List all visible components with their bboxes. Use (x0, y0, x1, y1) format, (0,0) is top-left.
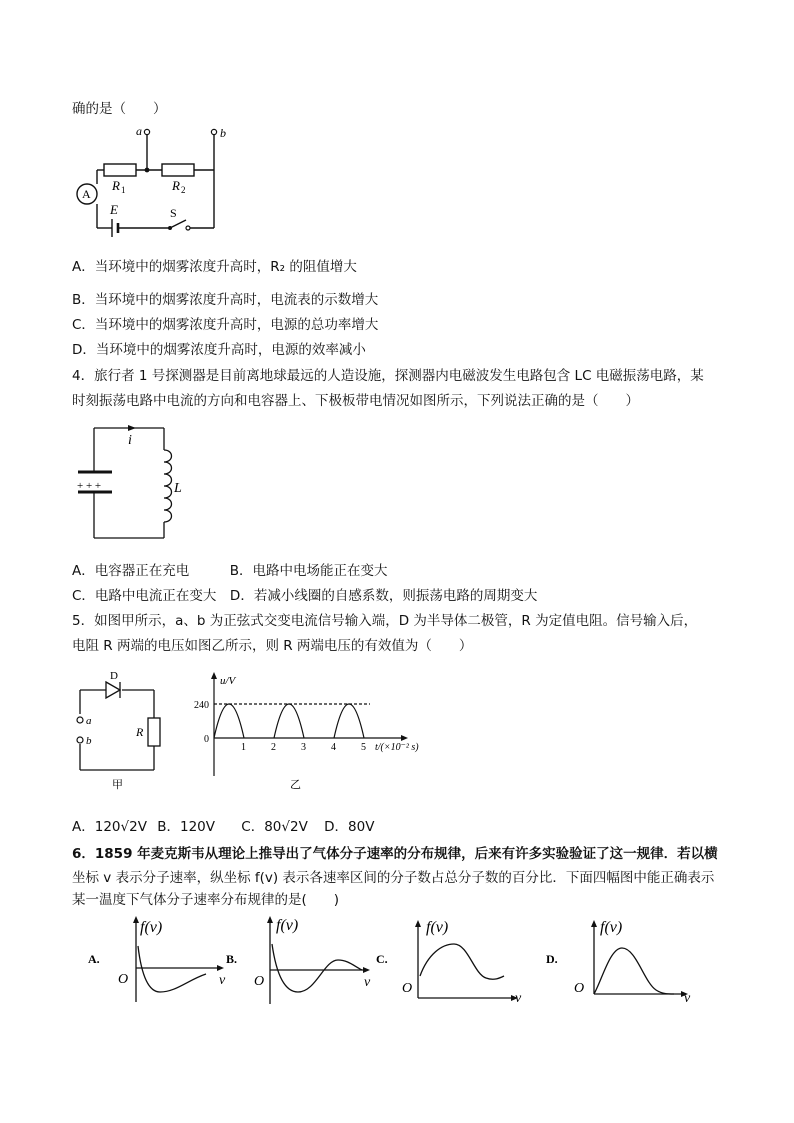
q5-yi-xtick-1: 1 (241, 742, 246, 753)
q6-stem-line2: 坐标 v 表示分子速率，纵坐标 f(v) 表示各速率区间的分子数占总分子数的百分比．下面四幅图中能正确表示 (72, 870, 715, 886)
q5-label-a: a (86, 715, 92, 727)
q6-a-label: A. (88, 952, 100, 966)
q5-stem-line1: 5．如图甲所示，a、b 为正弦式交变电流信号输入端，D 为半导体二极管，R 为定值电阻。信号输入后， (72, 613, 698, 629)
q6-b-xlabel: v (364, 975, 371, 990)
q5-label-r: R (136, 725, 144, 739)
q6-d-xlabel: v (684, 991, 691, 1006)
q3-ammeter-label: A (82, 187, 91, 201)
q5-caption-jia: 甲 (112, 779, 123, 791)
q6-b-origin: O (254, 974, 265, 989)
q6-graph-b (226, 910, 386, 1010)
q3-option-d: D．当环境中的烟雾浓度升高时，电源的效率减小 (72, 342, 366, 358)
q5-yi-xtick-2: 2 (271, 742, 276, 753)
q5-options (72, 818, 374, 836)
q5-option-c: C．80√2V (241, 819, 308, 835)
q5-yi-origin: 0 (204, 734, 209, 745)
q4-options-line1: A．电容器正在充电 B．电路中电场能正在变大 (72, 563, 388, 579)
q4-label-i: i (128, 433, 132, 448)
q3-label-r2-sub: 2 (181, 185, 186, 195)
q6-a-origin: O (118, 972, 129, 987)
q6-a-ylabel: f(v) (140, 919, 163, 936)
q3-option-b: B．当环境中的烟雾浓度升高时，电流表的示数增大 (72, 292, 379, 308)
q6-b-ylabel: f(v) (276, 917, 299, 934)
q3-circuit-figure (72, 122, 242, 240)
q6-stem-line3: 某一温度下气体分子速率分布规律的是( ) (72, 892, 340, 908)
q6-d-origin: O (574, 981, 585, 996)
q6-graph-c (376, 910, 536, 1010)
q3-label-a: a (136, 124, 142, 138)
q5-label-b: b (86, 735, 92, 747)
q6-stem-line1: 6．1859 年麦克斯韦从理论上推导出了气体分子速率的分布规律，后来有许多实验验证了这一规律．若以横 (72, 846, 718, 862)
q5-yi-ylabel: u/V (220, 675, 236, 687)
q5-label-d: D (110, 670, 118, 682)
q4-label-l: L (174, 481, 182, 496)
q5-option-b: B．120V (157, 819, 215, 835)
q3-label-r2: R (172, 178, 180, 193)
q5-yi-xlabel: t/(×10⁻² s) (375, 742, 419, 753)
q3-label-r1: R (112, 178, 120, 193)
q3-label-s: S (170, 206, 177, 220)
q6-d-ylabel: f(v) (600, 919, 623, 936)
q6-d-label: D. (546, 952, 558, 966)
q3-option-a: A．当环境中的烟雾浓度升高时，R₂ 的阻值增大 (72, 259, 357, 275)
q6-c-label: C. (376, 952, 388, 966)
q3-label-r1-sub: 1 (121, 185, 126, 195)
q4-plate-charge: + + + (77, 480, 102, 492)
q5-caption-yi: 乙 (290, 779, 301, 791)
q3-stem-tail: 确的是（ ） (72, 101, 167, 117)
q4-stem-line1: 4．旅行者 1 号探测器是目前离地球最远的人造设施，探测器内电磁波发生电路包含 LC 电磁振荡电路，某 (72, 368, 704, 384)
q6-a-xlabel: v (219, 973, 226, 988)
q4-stem-line2: 时刻振荡电路中电流的方向和电容器上、下极板带电情况如图所示，下列说法正确的是（ ） (72, 393, 639, 409)
q6-c-ylabel: f(v) (426, 919, 449, 936)
q6-c-xlabel: v (515, 991, 522, 1006)
q6-graph-d (546, 910, 706, 1010)
q5-option-d: D．80V (324, 819, 375, 835)
q5-stem-line2: 电阻 R 两端的电压如图乙所示，则 R 两端电压的有效值为（ ） (72, 638, 473, 654)
q5-yi-xtick-5: 5 (361, 742, 366, 753)
q5-figure-yi (192, 668, 442, 793)
q5-yi-xtick-3: 3 (301, 742, 306, 753)
q6-b-label: B. (226, 952, 238, 966)
q5-yi-ytick: 240 (194, 700, 209, 711)
q5-figure-jia (72, 668, 167, 793)
q5-yi-xtick-4: 4 (331, 742, 336, 753)
q3-label-e: E (110, 202, 118, 217)
q5-option-a: A．120√2V (72, 819, 147, 835)
q4-options-line2: C．电路中电流正在变大 D．若减小线圈的自感系数，则振荡电路的周期变大 (72, 588, 538, 604)
q6-graph-a (88, 910, 238, 1010)
q4-lc-circuit-figure (72, 420, 192, 550)
q6-c-origin: O (402, 981, 413, 996)
q3-option-c: C．当环境中的烟雾浓度升高时，电源的总功率增大 (72, 317, 379, 333)
q3-label-b: b (220, 126, 226, 140)
